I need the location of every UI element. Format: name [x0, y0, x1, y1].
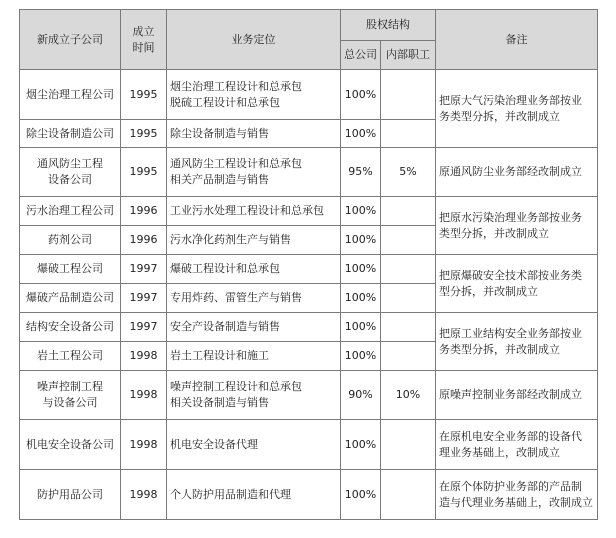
table-row: [20, 371, 598, 420]
founded-year: 1996: [121, 197, 167, 226]
business-line: 噪声控制工程设计和总承包: [170, 380, 302, 393]
founded-year: 1997: [121, 313, 167, 342]
table-row: [20, 420, 598, 470]
staff-share: [381, 284, 436, 313]
subsidiary-table: [19, 9, 598, 520]
remark-cell: [436, 255, 598, 313]
remark-line: 把原大气污染治理业务部按业: [439, 93, 582, 107]
business-line: 烟尘治理工程设计和总承包: [170, 79, 302, 93]
staff-share: [381, 197, 436, 226]
table-row: [20, 313, 598, 342]
staff-share: [381, 255, 436, 284]
table-row: [20, 70, 598, 120]
business-line: 相关产品制造与销售: [170, 173, 269, 186]
founded-year: 1995: [121, 120, 167, 148]
founded-year: 1998: [121, 342, 167, 371]
business-cell: [167, 371, 341, 420]
founded-year: 1997: [121, 284, 167, 313]
founded-year: 1995: [121, 70, 167, 120]
founded-year: 1998: [121, 470, 167, 520]
remark-line: 在原机电安全业务部的设备代: [439, 429, 582, 443]
business-cell: [167, 70, 341, 120]
parent-share: 100%: [341, 313, 381, 342]
business-cell: 安全产设备制造与销售: [167, 313, 341, 342]
remark-cell: [436, 470, 598, 520]
company-name: 烟尘治理工程公司: [20, 70, 121, 120]
parent-share: 95%: [341, 148, 381, 197]
business-cell: [167, 148, 341, 197]
founded-year: 1997: [121, 255, 167, 284]
business-cell: 岩土工程设计和施工: [167, 342, 341, 371]
business-cell: 个人防护用品制造和代理: [167, 470, 341, 520]
header-parent: 总公司: [341, 41, 381, 70]
table-row: [20, 148, 598, 197]
remark-cell: [436, 70, 598, 148]
header-time-line1: 成立: [132, 24, 155, 38]
parent-share: 90%: [341, 371, 381, 420]
company-name: [20, 148, 121, 197]
company-name-line: 设备公司: [48, 173, 92, 186]
remark-line: 把原工业结构安全业务部按业: [439, 326, 582, 340]
company-name: 岩土工程公司: [20, 342, 121, 371]
company-name: 爆破产品制造公司: [20, 284, 121, 313]
staff-share: [381, 70, 436, 120]
remark-line: 造与代理业务基础上，改制成立: [439, 495, 593, 509]
remark-line: 理业务基础上，改制成立: [439, 445, 560, 459]
remark-cell: [436, 197, 598, 255]
remark-cell: [436, 313, 598, 371]
header-time: [121, 10, 167, 70]
remark-line: 务类型分拆，并改制成立: [439, 109, 560, 123]
founded-year: 1995: [121, 148, 167, 197]
remark-line: 把原水污染治理业务部按业务: [439, 210, 582, 224]
staff-share: [381, 420, 436, 470]
staff-share: 10%: [381, 371, 436, 420]
parent-share: 100%: [341, 284, 381, 313]
company-name-line: 噪声控制工程: [37, 380, 103, 393]
remark-line: 务类型分拆，并改制成立: [439, 342, 560, 356]
remark-line: 型分拆，并改制成立: [439, 284, 538, 298]
remark-line: 把原爆破安全技术部按业务类: [439, 268, 582, 282]
parent-share: 100%: [341, 255, 381, 284]
company-name: 爆破工程公司: [20, 255, 121, 284]
staff-share: 5%: [381, 148, 436, 197]
remark-cell: 原通风防尘业务部经改制成立: [436, 148, 598, 197]
business-line: 相关设备制造与销售: [170, 396, 269, 409]
staff-share: [381, 470, 436, 520]
header-company: 新成立子公司: [20, 10, 121, 70]
remark-cell: 原噪声控制业务部经改制成立: [436, 371, 598, 420]
table-row: [20, 470, 598, 520]
company-name: 除尘设备制造公司: [20, 120, 121, 148]
header-staff: 内部职工: [381, 41, 436, 70]
business-cell: 工业污水处理工程设计和总承包: [167, 197, 341, 226]
business-cell: 机电安全设备代理: [167, 420, 341, 470]
header-remark: 备注: [436, 10, 598, 70]
business-cell: 爆破工程设计和总承包: [167, 255, 341, 284]
parent-share: 100%: [341, 226, 381, 255]
parent-share: 100%: [341, 342, 381, 371]
business-line: 脱硫工程设计和总承包: [170, 95, 280, 109]
company-name: 结构安全设备公司: [20, 313, 121, 342]
parent-share: 100%: [341, 420, 381, 470]
staff-share: [381, 226, 436, 255]
remark-line: 类型分拆，并改制成立: [439, 226, 549, 240]
company-name: 机电安全设备公司: [20, 420, 121, 470]
header-equity: 股权结构: [341, 10, 436, 41]
company-name: 防护用品公司: [20, 470, 121, 520]
parent-share: 100%: [341, 70, 381, 120]
staff-share: [381, 120, 436, 148]
company-name: 药剂公司: [20, 226, 121, 255]
company-name-line: 通风防尘工程: [37, 157, 103, 170]
company-name-line: 与设备公司: [42, 396, 98, 409]
founded-year: 1996: [121, 226, 167, 255]
staff-share: [381, 342, 436, 371]
parent-share: 100%: [341, 470, 381, 520]
header-row: [20, 10, 598, 41]
parent-share: 100%: [341, 197, 381, 226]
header-business: 业务定位: [167, 10, 341, 70]
company-name: 污水治理工程公司: [20, 197, 121, 226]
business-cell: 专用炸药、雷管生产与销售: [167, 284, 341, 313]
company-name: [20, 371, 121, 420]
business-cell: 除尘设备制造与销售: [167, 120, 341, 148]
business-line: 通风防尘工程设计和总承包: [170, 157, 302, 170]
table-row: [20, 197, 598, 226]
staff-share: [381, 313, 436, 342]
header-time-line2: 时间: [132, 40, 155, 54]
remark-line: 在原个体防护业务部的产品制: [439, 479, 582, 493]
parent-share: 100%: [341, 120, 381, 148]
founded-year: 1998: [121, 371, 167, 420]
business-cell: 污水净化药剂生产与销售: [167, 226, 341, 255]
table-row: [20, 255, 598, 284]
founded-year: 1998: [121, 420, 167, 470]
remark-cell: [436, 420, 598, 470]
